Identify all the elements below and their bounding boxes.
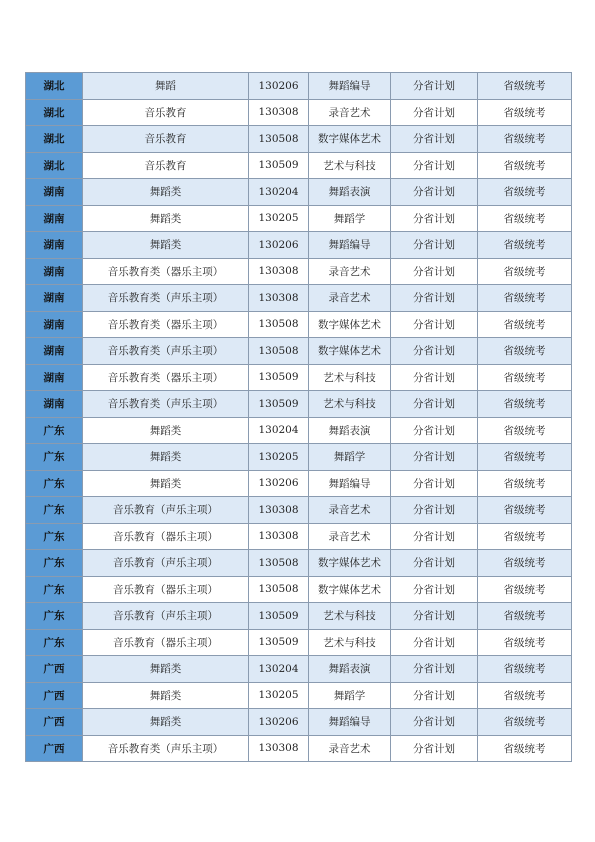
major-code-cell: 130508 xyxy=(249,338,309,365)
province-cell: 湖南 xyxy=(26,285,83,312)
category-cell: 舞蹈类 xyxy=(83,179,249,206)
major-code-cell: 130206 xyxy=(249,232,309,259)
plan-type-cell: 分省计划 xyxy=(391,682,478,709)
major-name-cell: 艺术与科技 xyxy=(309,391,391,418)
major-code-cell: 130509 xyxy=(249,603,309,630)
major-code-cell: 130206 xyxy=(249,709,309,736)
province-cell: 湖北 xyxy=(26,73,83,100)
category-cell: 舞蹈类 xyxy=(83,709,249,736)
exam-type-cell: 省级统考 xyxy=(478,205,572,232)
exam-type-cell: 省级统考 xyxy=(478,179,572,206)
plan-type-cell: 分省计划 xyxy=(391,629,478,656)
table-row xyxy=(26,73,572,100)
major-code-cell: 130204 xyxy=(249,417,309,444)
province-cell: 广东 xyxy=(26,470,83,497)
table-row xyxy=(26,338,572,365)
major-name-cell: 舞蹈编导 xyxy=(309,470,391,497)
category-cell: 音乐教育类（器乐主项） xyxy=(83,364,249,391)
major-name-cell: 舞蹈学 xyxy=(309,205,391,232)
exam-type-cell: 省级统考 xyxy=(478,497,572,524)
plan-type-cell: 分省计划 xyxy=(391,99,478,126)
province-cell: 湖南 xyxy=(26,179,83,206)
major-name-cell: 数字媒体艺术 xyxy=(309,338,391,365)
exam-type-cell: 省级统考 xyxy=(478,735,572,762)
exam-type-cell: 省级统考 xyxy=(478,709,572,736)
province-cell: 广东 xyxy=(26,603,83,630)
province-cell: 湖南 xyxy=(26,311,83,338)
exam-type-cell: 省级统考 xyxy=(478,470,572,497)
exam-type-cell: 省级统考 xyxy=(478,364,572,391)
major-code-cell: 130308 xyxy=(249,497,309,524)
category-cell: 音乐教育（声乐主项） xyxy=(83,603,249,630)
plan-type-cell: 分省计划 xyxy=(391,258,478,285)
category-cell: 音乐教育（声乐主项） xyxy=(83,497,249,524)
major-name-cell: 数字媒体艺术 xyxy=(309,576,391,603)
major-name-cell: 艺术与科技 xyxy=(309,152,391,179)
major-code-cell: 130308 xyxy=(249,285,309,312)
province-cell: 广东 xyxy=(26,576,83,603)
category-cell: 舞蹈类 xyxy=(83,444,249,471)
plan-type-cell: 分省计划 xyxy=(391,497,478,524)
province-cell: 湖南 xyxy=(26,205,83,232)
category-cell: 舞蹈类 xyxy=(83,682,249,709)
category-cell: 音乐教育类（器乐主项） xyxy=(83,258,249,285)
province-cell: 广西 xyxy=(26,735,83,762)
province-cell: 湖北 xyxy=(26,152,83,179)
exam-type-cell: 省级统考 xyxy=(478,656,572,683)
major-name-cell: 舞蹈表演 xyxy=(309,656,391,683)
category-cell: 音乐教育（器乐主项） xyxy=(83,576,249,603)
category-cell: 舞蹈类 xyxy=(83,656,249,683)
province-cell: 广东 xyxy=(26,417,83,444)
category-cell: 音乐教育（声乐主项） xyxy=(83,550,249,577)
table-row xyxy=(26,550,572,577)
province-cell: 广东 xyxy=(26,550,83,577)
major-code-cell: 130206 xyxy=(249,470,309,497)
major-name-cell: 录音艺术 xyxy=(309,735,391,762)
table-row xyxy=(26,311,572,338)
exam-type-cell: 省级统考 xyxy=(478,232,572,259)
province-cell: 湖南 xyxy=(26,258,83,285)
exam-type-cell: 省级统考 xyxy=(478,311,572,338)
admissions-table xyxy=(25,72,572,762)
exam-type-cell: 省级统考 xyxy=(478,99,572,126)
table-row xyxy=(26,470,572,497)
major-code-cell: 130205 xyxy=(249,444,309,471)
plan-type-cell: 分省计划 xyxy=(391,338,478,365)
table-row xyxy=(26,709,572,736)
plan-type-cell: 分省计划 xyxy=(391,735,478,762)
table-row xyxy=(26,735,572,762)
major-code-cell: 130508 xyxy=(249,576,309,603)
table-row xyxy=(26,656,572,683)
major-name-cell: 艺术与科技 xyxy=(309,603,391,630)
table-row xyxy=(26,179,572,206)
plan-type-cell: 分省计划 xyxy=(391,444,478,471)
province-cell: 广东 xyxy=(26,444,83,471)
plan-type-cell: 分省计划 xyxy=(391,285,478,312)
plan-type-cell: 分省计划 xyxy=(391,152,478,179)
exam-type-cell: 省级统考 xyxy=(478,73,572,100)
table-row xyxy=(26,417,572,444)
plan-type-cell: 分省计划 xyxy=(391,311,478,338)
category-cell: 舞蹈类 xyxy=(83,417,249,444)
exam-type-cell: 省级统考 xyxy=(478,126,572,153)
table-row xyxy=(26,391,572,418)
category-cell: 舞蹈类 xyxy=(83,232,249,259)
major-code-cell: 130508 xyxy=(249,311,309,338)
exam-type-cell: 省级统考 xyxy=(478,629,572,656)
major-name-cell: 录音艺术 xyxy=(309,258,391,285)
exam-type-cell: 省级统考 xyxy=(478,682,572,709)
major-name-cell: 录音艺术 xyxy=(309,497,391,524)
table-row xyxy=(26,285,572,312)
plan-type-cell: 分省计划 xyxy=(391,232,478,259)
exam-type-cell: 省级统考 xyxy=(478,444,572,471)
plan-type-cell: 分省计划 xyxy=(391,364,478,391)
plan-type-cell: 分省计划 xyxy=(391,550,478,577)
major-code-cell: 130509 xyxy=(249,629,309,656)
major-code-cell: 130508 xyxy=(249,126,309,153)
table-row xyxy=(26,444,572,471)
table-row xyxy=(26,205,572,232)
table-row xyxy=(26,258,572,285)
exam-type-cell: 省级统考 xyxy=(478,338,572,365)
admissions-table-body xyxy=(26,73,572,762)
major-code-cell: 130205 xyxy=(249,205,309,232)
plan-type-cell: 分省计划 xyxy=(391,523,478,550)
province-cell: 湖北 xyxy=(26,99,83,126)
province-cell: 湖南 xyxy=(26,364,83,391)
major-name-cell: 舞蹈学 xyxy=(309,682,391,709)
major-name-cell: 数字媒体艺术 xyxy=(309,311,391,338)
table-row xyxy=(26,629,572,656)
major-name-cell: 录音艺术 xyxy=(309,285,391,312)
category-cell: 舞蹈 xyxy=(83,73,249,100)
exam-type-cell: 省级统考 xyxy=(478,391,572,418)
major-name-cell: 舞蹈编导 xyxy=(309,73,391,100)
table-row xyxy=(26,682,572,709)
category-cell: 舞蹈类 xyxy=(83,205,249,232)
category-cell: 音乐教育 xyxy=(83,126,249,153)
plan-type-cell: 分省计划 xyxy=(391,391,478,418)
plan-type-cell: 分省计划 xyxy=(391,73,478,100)
major-code-cell: 130204 xyxy=(249,179,309,206)
major-code-cell: 130509 xyxy=(249,364,309,391)
table-row xyxy=(26,603,572,630)
major-name-cell: 艺术与科技 xyxy=(309,364,391,391)
category-cell: 音乐教育 xyxy=(83,99,249,126)
plan-type-cell: 分省计划 xyxy=(391,470,478,497)
major-name-cell: 舞蹈编导 xyxy=(309,709,391,736)
major-code-cell: 130204 xyxy=(249,656,309,683)
major-name-cell: 数字媒体艺术 xyxy=(309,550,391,577)
province-cell: 湖北 xyxy=(26,126,83,153)
category-cell: 音乐教育（器乐主项） xyxy=(83,523,249,550)
major-name-cell: 数字媒体艺术 xyxy=(309,126,391,153)
major-name-cell: 舞蹈编导 xyxy=(309,232,391,259)
plan-type-cell: 分省计划 xyxy=(391,576,478,603)
province-cell: 广东 xyxy=(26,523,83,550)
category-cell: 音乐教育类（声乐主项） xyxy=(83,391,249,418)
exam-type-cell: 省级统考 xyxy=(478,285,572,312)
exam-type-cell: 省级统考 xyxy=(478,417,572,444)
major-name-cell: 舞蹈学 xyxy=(309,444,391,471)
province-cell: 广东 xyxy=(26,497,83,524)
province-cell: 湖南 xyxy=(26,391,83,418)
province-cell: 广东 xyxy=(26,629,83,656)
plan-type-cell: 分省计划 xyxy=(391,709,478,736)
province-cell: 湖南 xyxy=(26,232,83,259)
plan-type-cell: 分省计划 xyxy=(391,603,478,630)
table-row xyxy=(26,364,572,391)
major-name-cell: 录音艺术 xyxy=(309,523,391,550)
major-code-cell: 130509 xyxy=(249,152,309,179)
exam-type-cell: 省级统考 xyxy=(478,258,572,285)
table-row xyxy=(26,126,572,153)
category-cell: 音乐教育（器乐主项） xyxy=(83,629,249,656)
province-cell: 广西 xyxy=(26,709,83,736)
exam-type-cell: 省级统考 xyxy=(478,152,572,179)
province-cell: 广西 xyxy=(26,682,83,709)
category-cell: 音乐教育类（器乐主项） xyxy=(83,311,249,338)
exam-type-cell: 省级统考 xyxy=(478,523,572,550)
exam-type-cell: 省级统考 xyxy=(478,550,572,577)
plan-type-cell: 分省计划 xyxy=(391,205,478,232)
major-name-cell: 艺术与科技 xyxy=(309,629,391,656)
major-code-cell: 130509 xyxy=(249,391,309,418)
major-code-cell: 130205 xyxy=(249,682,309,709)
category-cell: 音乐教育 xyxy=(83,152,249,179)
major-code-cell: 130508 xyxy=(249,550,309,577)
table-row xyxy=(26,99,572,126)
category-cell: 音乐教育类（声乐主项） xyxy=(83,338,249,365)
major-name-cell: 录音艺术 xyxy=(309,99,391,126)
major-code-cell: 130206 xyxy=(249,73,309,100)
major-name-cell: 舞蹈表演 xyxy=(309,179,391,206)
province-cell: 湖南 xyxy=(26,338,83,365)
exam-type-cell: 省级统考 xyxy=(478,603,572,630)
province-cell: 广西 xyxy=(26,656,83,683)
table-row xyxy=(26,232,572,259)
major-code-cell: 130308 xyxy=(249,735,309,762)
plan-type-cell: 分省计划 xyxy=(391,656,478,683)
major-name-cell: 舞蹈表演 xyxy=(309,417,391,444)
table-row xyxy=(26,152,572,179)
plan-type-cell: 分省计划 xyxy=(391,417,478,444)
major-code-cell: 130308 xyxy=(249,523,309,550)
major-code-cell: 130308 xyxy=(249,99,309,126)
table-row xyxy=(26,523,572,550)
plan-type-cell: 分省计划 xyxy=(391,179,478,206)
table-row xyxy=(26,576,572,603)
category-cell: 音乐教育类（声乐主项） xyxy=(83,735,249,762)
category-cell: 舞蹈类 xyxy=(83,470,249,497)
plan-type-cell: 分省计划 xyxy=(391,126,478,153)
table-row xyxy=(26,497,572,524)
exam-type-cell: 省级统考 xyxy=(478,576,572,603)
major-code-cell: 130308 xyxy=(249,258,309,285)
category-cell: 音乐教育类（声乐主项） xyxy=(83,285,249,312)
